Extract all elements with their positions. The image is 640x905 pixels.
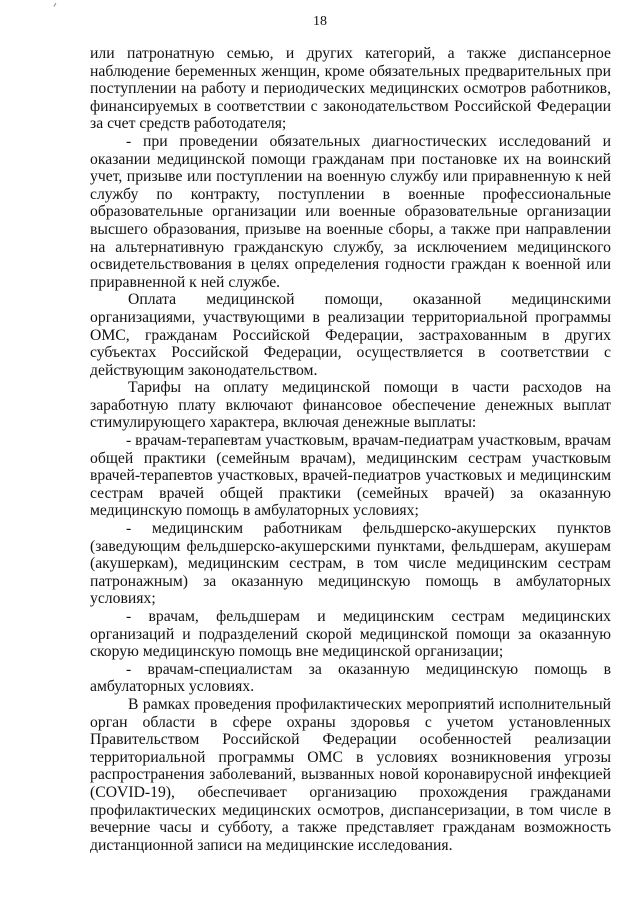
scan-mark: [53, 3, 59, 9]
page-number: 18: [313, 14, 327, 29]
body-text: [90, 45, 611, 854]
paragraph-prevention: В рамках проведения профилактических мероприятий исполнительный орган области в сфере охраны здоровья с учетом установленных Правительством Российской Федерации особенностей реализации территориальной программы ОМС в условиях возникновения угрозы распространения заболеваний, вызванных новой коронавирусной инфекцией (COVID-19), обеспечивает организацию прохождения гражданами профилактических медицинских осмотров, диспансеризации, в том числе в вечерние часы и субботу, а также представляет гражданам возможность дистанционной записи на медицинские исследования.: [90, 695, 611, 854]
list-item-feldsher-posts: - медицинским работникам фельдшерско-акушерских пунктов (заведующим фельдшерско-акушерскими пунктами, фельдшерам, акушерам (акушеркам), медицинским сестрам, в том числе медицинским сестрам патронажным) за оказанную медицинскую помощь в амбулаторных условиях;: [90, 520, 611, 608]
paragraph-tariffs: Тарифы на оплату медицинской помощи в части расходов на заработную плату включают финансовое обеспечение денежных выплат стимулирующего характера, включая денежные выплаты:: [90, 379, 611, 432]
paragraph-continuation: или патронатную семью, и других категорий, а также диспансерное наблюдение беременных женщин, кроме обязательных предварительных при поступлении на работу и периодических медицинских осмотров работников, финансируемых в соответствии с законодательством Российской Федерации за счет средств работодателя;: [90, 45, 611, 133]
list-item-district-doctors: - врачам-терапевтам участковым, врачам-педиатрам участковым, врачам общей практики (семейным врачам), медицинским сестрам участковым врачей-терапевтов участковых, врачей-педиатров участковых и медицинским сестрам врачей общей практики (семейных врачей) за оказанную медицинскую помощь в амбулаторных условиях;: [90, 432, 611, 520]
list-item-emergency: - врачам, фельдшерам и медицинским сестрам медицинских организаций и подразделений скорой медицинской помощи за оказанную скорую медицинскую помощь вне медицинской организации;: [90, 608, 611, 661]
list-item-military: - при проведении обязательных диагностических исследований и оказании медицинской помощи гражданам при постановке их на воинский учет, призыве или поступлении на военную службу или приравненную к ней службу по контракту, поступлении в военные профессиональные образовательные организации или военные образовательные организации высшего образования, призыве на военные сборы, а также при направлении на альтернативную гражданскую службу, за исключением медицинского освидетельствования в целях определения годности граждан к военной или приравненной к ней службе.: [90, 132, 611, 291]
paragraph-payment: Оплата медицинской помощи, оказанной медицинскими организациями, участвующими в реализации территориальной программы ОМС, гражданам Российской Федерации, застрахованным в других субъектах Российской Федерации, осуществляется в соответствии с действующим законодательством.: [90, 291, 611, 379]
list-item-specialists: - врачам-специалистам за оказанную медицинскую помощь в амбулаторных условиях.: [90, 660, 611, 696]
